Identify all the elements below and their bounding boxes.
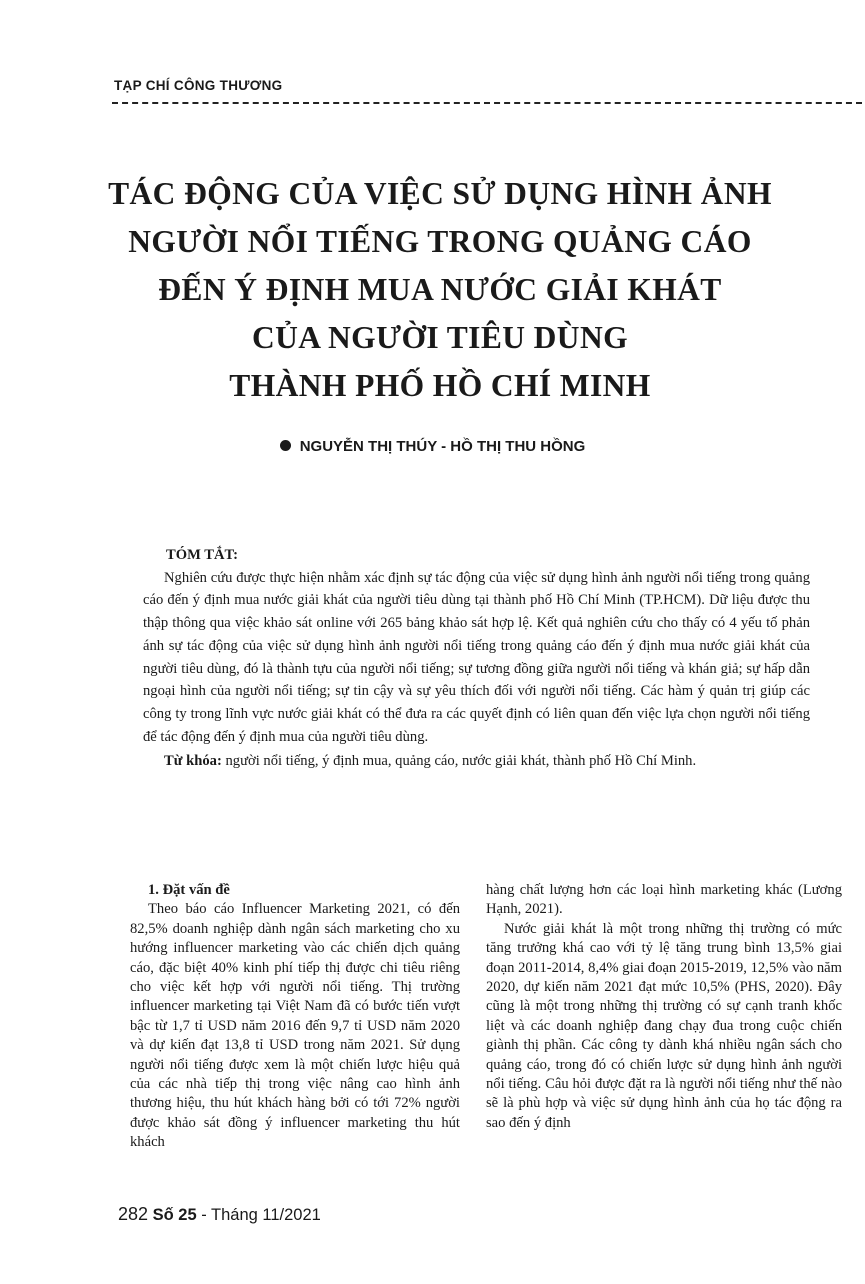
body-column-right — [486, 881, 842, 1133]
body-paragraph: Theo báo cáo Influencer Marketing 2021, có đến 82,5% doanh nghiệp dành ngân sách marketing cho xu hướng influencer marketing vào các chiến dịch quảng cáo, đặc biệt 40% kinh phí tiếp thị được chi tiêu riêng cho việc kết hợp với người nổi tiếng. Thị trường influencer marketing tại Việt Nam đã có bước tiến vượt bậc từ 1,7 tỉ USD năm 2016 đến 9,7 tỉ USD năm 2020 và dự kiến đạt 13,8 tỉ USD trong năm 2021. Sử dụng người nổi tiếng được xem là một chiến lược hiệu quả của các nhà tiếp thị trong việc nâng cao hình ảnh thương hiệu, thu hút khách hàng bởi có tới 72% người được khảo sát đồng ý influencer marketing thu hút khách — [130, 901, 460, 1151]
header-divider — [112, 102, 862, 104]
journal-header: TẠP CHÍ CÔNG THƯƠNG — [114, 78, 283, 93]
title-line-1: TÁC ĐỘNG CỦA VIỆC SỬ DỤNG HÌNH ẢNH — [108, 176, 772, 211]
keywords-list: người nổi tiếng, ý định mua, quảng cáo, nước giải khát, thành phố Hồ Chí Minh. — [225, 753, 697, 770]
abstract-block — [143, 544, 810, 773]
title-line-4: CỦA NGƯỜI TIÊU DÙNG — [251, 320, 629, 355]
keywords-label: Từ khóa: — [164, 753, 222, 770]
issue-number: Số 25 — [152, 1206, 197, 1224]
title-line-2: NGƯỜI NỔI TIẾNG TRONG QUẢNG CÁO — [128, 224, 752, 259]
article-title — [90, 170, 790, 410]
author-line — [0, 438, 865, 455]
body-paragraph: Nước giải khát là một trong những thị trường có mức tăng trưởng khá cao với tỷ lệ tăng trung bình 13,5% giai đoạn 2011-2014, 8,4% giai đoạn 2015-2019, 12,5% vào năm 2020, dự kiến năm 2021 đạt mức 10,5% (PHS, 2020). Đây cũng là một trong những thị trường có sự cạnh tranh khốc liệt và các doanh nghiệp đang chạy đua trong cuộc chiến giành thị phần. Các công ty dành khá nhiều ngân sách cho quảng cáo, trong đó có chiến lược sử dụng hình ảnh người nổi tiếng. Câu hỏi được đặt ra là người nổi tiếng như thế nào sẽ là phù hợp và việc sử dụng hình ảnh của họ tác động ra sao đến ý định — [486, 920, 842, 1131]
title-line-3: ĐẾN Ý ĐỊNH MUA NƯỚC GIẢI KHÁT — [158, 272, 722, 307]
abstract-heading: TÓM TẮT: — [166, 547, 239, 563]
author-names: NGUYỄN THỊ THÚY - HỒ THỊ THU HỒNG — [299, 438, 586, 455]
title-line-5: THÀNH PHỐ HỒ CHÍ MINH — [229, 368, 651, 403]
abstract-body: Nghiên cứu được thực hiện nhằm xác định sự tác động của việc sử dụng hình ảnh người nổi tiếng trong quảng cáo đến ý định mua nước giải khát của người tiêu dùng tại thành phố Hồ Chí Minh (TP.HCM). Dữ liệu được thu thập thông qua việc khảo sát online với 265 bảng khảo sát hợp lệ. Kết quả nghiên cứu cho thấy có 4 yếu tố phản ánh sự tác động của việc sử dụng hình ảnh người nổi tiếng trong quảng cáo đến ý định mua nước giải khát của người tiêu dùng, đó là thành tựu của người nổi tiếng; sự tương đồng giữa người nổi tiếng và khán giả; sự hấp dẫn ngoại hình của người nổi tiếng; sự tin cậy và sự yêu thích đối với người nổi tiếng. Các hàm ý quản trị giúp các công ty trong lĩnh vực nước giải khát có thể đưa ra các quyết định có liên quan đến việc lựa chọn người nổi tiếng để tác động đến ý định mua của người tiêu dùng. — [143, 569, 810, 745]
page-footer — [118, 1204, 321, 1225]
issue-date: - Tháng 11/2021 — [201, 1206, 321, 1224]
keywords-line — [143, 750, 810, 773]
body-column-left — [130, 881, 460, 1153]
body-paragraph-continuation: hàng chất lượng hơn các loại hình marketing khác (Lương Hạnh, 2021). — [486, 882, 842, 918]
page-number: 282 — [118, 1204, 149, 1224]
bullet-icon — [280, 440, 291, 451]
section-heading: 1. Đặt vấn đề — [148, 882, 230, 898]
